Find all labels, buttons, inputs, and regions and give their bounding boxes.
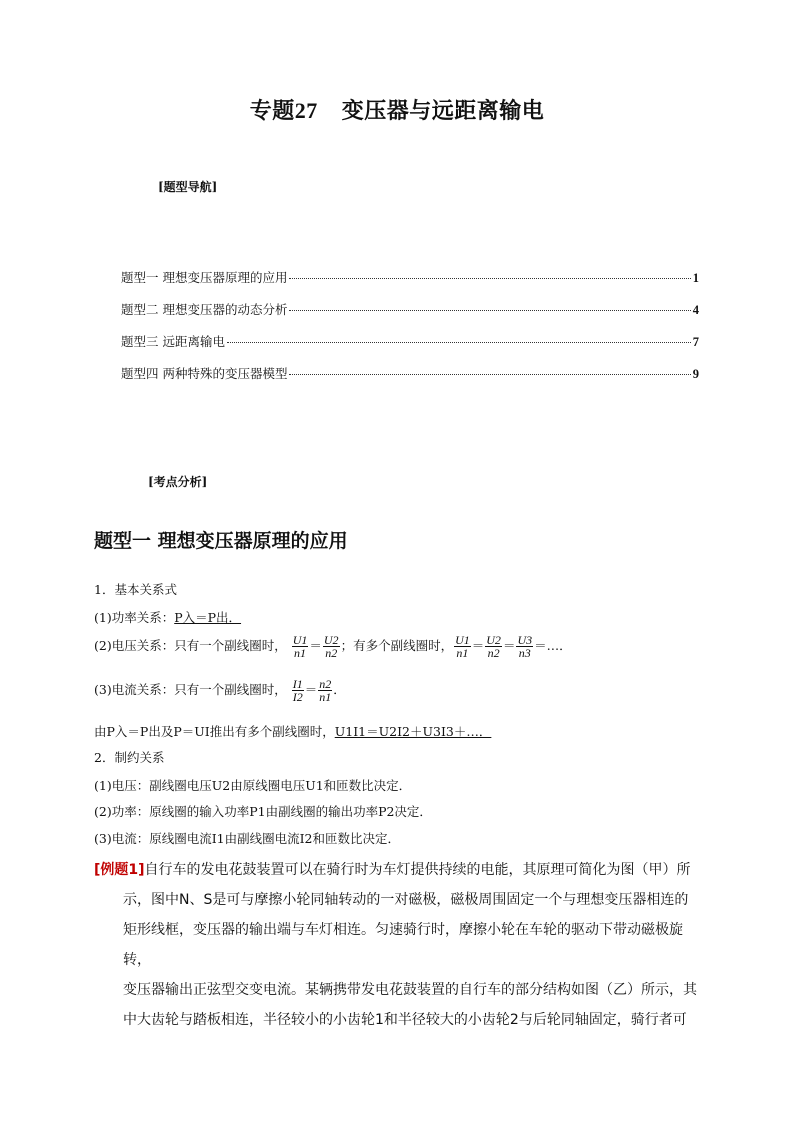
example-tag: [例题1]	[94, 862, 145, 878]
analysis-label: [考点分析]	[148, 475, 208, 489]
derive-line: 由P入＝P出及P＝UI推出有多个副线圈时，U1I1＝U2I2＋U3I3＋…．	[94, 724, 492, 739]
fraction: $\frac{I1}{I2}$	[292, 677, 303, 704]
fraction: $\frac{U1}{n1}$	[292, 633, 308, 660]
example-line: 变压器输出正弦型交变电流。某辆携带发电花鼓装置的自行车的部分结构如图（乙）所示，其	[123, 982, 697, 998]
constraint-heading: 2．制约关系	[94, 750, 165, 765]
current-relation: (3)电流关系：只有一个副线圈时， $\frac{I1}{I2}$ ＝ $\frac{n2}{n1}$ ．	[94, 677, 346, 704]
fraction: $\frac{U2}{n2}$	[323, 633, 339, 660]
fraction: $\frac{U3}{n3}$	[517, 633, 533, 660]
constraint-voltage: (1)电压：副线圈电压U2由原线圈电压U1和匝数比决定．	[94, 778, 412, 793]
example-line: 示，图中N、S是可与摩擦小轮同轴转动的一对磁极，磁极周围固定一个与理想变压器相连的	[123, 892, 689, 908]
basic-heading: 1．基本关系式	[94, 582, 177, 597]
voltage-relation: (2)电压关系：只有一个副线圈时， $\frac{U1}{n1}$ ＝ $\frac{U2}{n2}$ ；有多个副线圈时， $\frac{U1}{n1}$ ＝ $\frac{U2}{n2}$ ＝ $\frac{U3}{n3}$ ＝…．	[94, 633, 572, 660]
nav-label: [题型导航]	[158, 180, 218, 194]
toc-entry-1[interactable]: 题型一 理想变压器原理的应用 1	[121, 270, 699, 285]
toc-entry-4[interactable]: 题型四 两种特殊的变压器模型 9	[121, 366, 699, 381]
toc-entry-3[interactable]: 题型三 远距离输电 7	[121, 334, 699, 349]
fraction: $\frac{U1}{n1}$	[455, 633, 470, 660]
title-name: 变压器与远距离输电	[341, 99, 545, 124]
power-formula: P入＝P出．	[174, 610, 242, 625]
example-line: 中大齿轮与踏板相连，半径较小的小齿轮1和半径较大的小齿轮2与后轮同轴固定，骑行者可	[123, 1012, 687, 1028]
section-title: 题型一 理想变压器原理的应用	[94, 530, 348, 552]
constraint-power: (2)功率：原线圈的输入功率P1由副线圈的输出功率P2决定．	[94, 804, 432, 819]
example-1	[94, 855, 700, 1035]
constraint-current: (3)电流：原线圈电流I1由副线圈电流I2和匝数比决定．	[94, 831, 400, 846]
power-relation: (1)功率关系：P入＝P出．	[94, 610, 242, 625]
example-line: 矩形线框，变压器的输出端与车灯相连。匀速骑行时，摩擦小轮在车轮的驱动下带动磁极旋转，	[123, 922, 683, 968]
fraction: $\frac{n2}{n1}$	[319, 677, 332, 704]
toc-entry-2[interactable]: 题型二 理想变压器的动态分析 4	[121, 302, 699, 317]
page-title: 专题27 变压器与远距离输电	[249, 98, 545, 124]
derive-formula: U1I1＝U2I2＋U3I3＋…．	[334, 724, 492, 739]
example-line: 自行车的发电花鼓装置可以在骑行时为车灯提供持续的电能，其原理可简化为图（甲）所	[144, 862, 691, 878]
fraction: $\frac{U2}{n2}$	[486, 633, 501, 660]
title-number: 27	[294, 98, 318, 123]
